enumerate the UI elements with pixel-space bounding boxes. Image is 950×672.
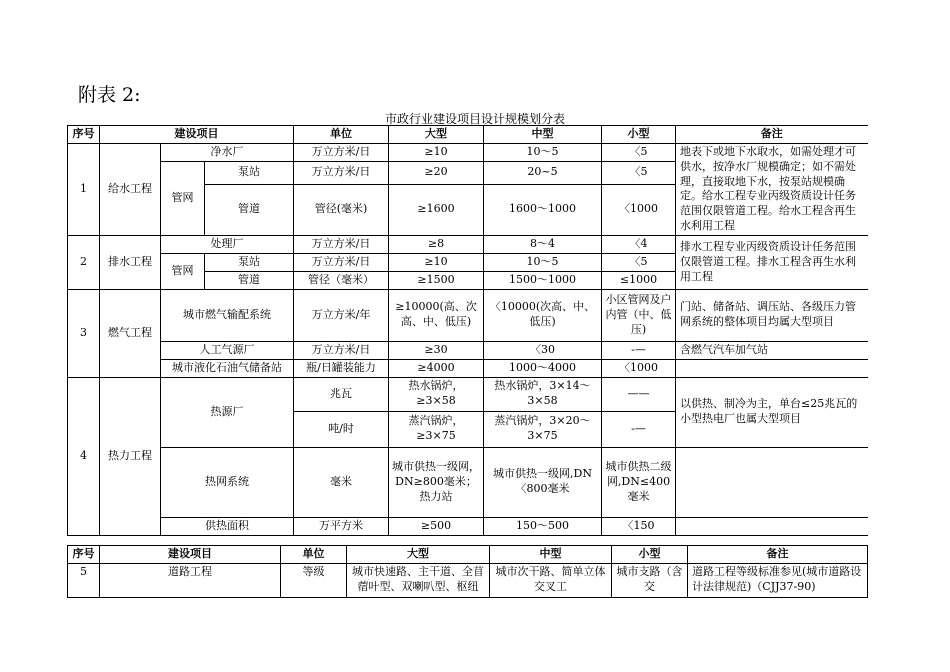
header-no: 序号	[68, 546, 100, 564]
sub-item: 管道	[205, 271, 294, 289]
large-cell: ≥1500	[389, 271, 484, 289]
header-note: 备注	[688, 546, 868, 564]
medium-cell: 8～4	[484, 235, 602, 253]
medium-cell: 热水锅炉，3×14～3×58	[484, 377, 602, 411]
medium-cell: 20~5	[484, 161, 602, 184]
unit-cell: 等级	[281, 563, 347, 597]
sub-item: 净水厂	[161, 143, 294, 161]
sub-item: 供热面积	[161, 517, 294, 535]
unit-cell: 吨/时	[294, 411, 389, 447]
note-cell: 门站、储备站、调压站、各级压力管网系统的整体项目均属大型项目	[676, 289, 868, 341]
note-cell: 地表下或地下水取水，如需处理才可供水，按净水厂规模确定；如不需处理，直接取地下水，按泵站规模确定。给水工程专业丙级资质设计任务范围仅限管道工程。给水工程含再生水利用工程	[676, 143, 868, 235]
sub-item: 管道	[205, 184, 294, 235]
table-row	[68, 517, 868, 535]
medium-cell: 150～500	[484, 517, 602, 535]
small-cell: 小区管网及户内管（中、低压)	[602, 289, 676, 341]
unit-cell: 万立方米/日	[294, 235, 389, 253]
unit-cell: 万立方米/日	[294, 341, 389, 359]
large-cell: ≥8	[389, 235, 484, 253]
large-cell: 城市快速路、主干道、全苜蓿叶型、双喇叭型、枢纽	[347, 563, 490, 597]
unit-cell: 万立方米/年	[294, 289, 389, 341]
small-cell: 〈1000	[602, 184, 676, 235]
pipe-net-label: 管网	[161, 161, 205, 235]
unit-cell: 万立方米/日	[294, 253, 389, 271]
small-cell: 〈5	[602, 161, 676, 184]
row-no: 5	[68, 563, 100, 597]
large-cell: ≥4000	[389, 359, 484, 377]
project-name: 排水工程	[100, 235, 161, 289]
appendix-label: 附表 2:	[78, 84, 141, 106]
header-large: 大型	[347, 546, 490, 564]
medium-cell: 城市供热一级网,DN〈800毫米	[484, 447, 602, 517]
header-unit: 单位	[294, 126, 389, 144]
medium-cell: 〈10000(次高、中、低压)	[484, 289, 602, 341]
small-cell: 〈4	[602, 235, 676, 253]
small-cell: 城市供热二级网,DN≤400毫米	[602, 447, 676, 517]
medium-cell: 蒸汽锅炉，3×20～3×75	[484, 411, 602, 447]
unit-cell: 万立方米/日	[294, 161, 389, 184]
header-small: 小型	[612, 546, 688, 564]
small-cell: ≤1000	[602, 271, 676, 289]
sub-item: 城市液化石油气储备站	[161, 359, 294, 377]
unit-cell: 管径(毫米)	[294, 184, 389, 235]
large-cell: ≥10	[389, 143, 484, 161]
large-cell: ≥30	[389, 341, 484, 359]
header-small: 小型	[602, 126, 676, 144]
large-cell: 热水锅炉，≥3×58	[389, 377, 484, 411]
header-row	[68, 546, 868, 564]
header-medium: 中型	[484, 126, 602, 144]
scale-table-continued	[67, 545, 868, 598]
large-cell: ≥500	[389, 517, 484, 535]
sub-item: 处理厂	[161, 235, 294, 253]
project-name: 热力工程	[100, 377, 161, 535]
large-cell: ≥1600	[389, 184, 484, 235]
note-cell: 道路工程等级标准参见(城市道路设计法律规范)（CJJ37-90)	[688, 563, 868, 597]
small-cell: ——	[602, 377, 676, 411]
project-name: 燃气工程	[100, 289, 161, 377]
scale-table-main	[67, 125, 868, 536]
large-cell: ≥20	[389, 161, 484, 184]
medium-cell: 城市次干路、简单立体交叉工	[490, 563, 612, 597]
row-no: 1	[68, 143, 100, 235]
unit-cell: 管径（毫米）	[294, 271, 389, 289]
small-cell: -—	[602, 341, 676, 359]
small-cell: 〈5	[602, 143, 676, 161]
row-no: 3	[68, 289, 100, 377]
header-no: 序号	[68, 126, 100, 144]
large-cell: ≥10	[389, 253, 484, 271]
row-no: 4	[68, 377, 100, 535]
medium-cell: 1000～4000	[484, 359, 602, 377]
note-cell	[676, 517, 868, 535]
sub-item: 热源厂	[161, 377, 294, 447]
table-row	[68, 359, 868, 377]
table-row	[68, 377, 868, 411]
unit-cell: 毫米	[294, 447, 389, 517]
table-row	[68, 143, 868, 161]
header-large: 大型	[389, 126, 484, 144]
unit-cell: 瓶/日罐装能力	[294, 359, 389, 377]
unit-cell: 万立方米/日	[294, 143, 389, 161]
sub-item: 城市燃气输配系统	[161, 289, 294, 341]
unit-cell: 万平方米	[294, 517, 389, 535]
medium-cell: 10～5	[484, 253, 602, 271]
project-name: 给水工程	[100, 143, 161, 235]
table-row	[68, 341, 868, 359]
medium-cell: 〈30	[484, 341, 602, 359]
table-caption: 市政行业建设项目设计规模划分表	[384, 112, 565, 126]
note-cell: 以供热、制冷为主，单台≤25兆瓦的小型热电厂也属大型项目	[676, 377, 868, 447]
table-row	[68, 447, 868, 517]
small-cell: 城市支路（含交	[612, 563, 688, 597]
header-medium: 中型	[490, 546, 612, 564]
table-row	[68, 235, 868, 253]
pipe-net-label: 管网	[161, 253, 205, 289]
small-cell: 〈1000	[602, 359, 676, 377]
note-cell	[676, 359, 868, 377]
header-item: 建设项目	[100, 126, 294, 144]
table-row	[68, 563, 868, 597]
large-cell: 蒸汽锅炉，≥3×75	[389, 411, 484, 447]
note-cell: 排水工程专业丙级资质设计任务范围仅限管道工程。排水工程含再生水利用工程	[676, 235, 868, 289]
note-cell: 含燃气汽车加气站	[676, 341, 868, 359]
sub-item: 泵站	[205, 161, 294, 184]
unit-cell: 兆瓦	[294, 377, 389, 411]
medium-cell: 1600～1000	[484, 184, 602, 235]
large-cell: ≥10000(高、次高、中、低压)	[389, 289, 484, 341]
header-item: 建设项目	[100, 546, 281, 564]
sub-item: 泵站	[205, 253, 294, 271]
small-cell: 〈150	[602, 517, 676, 535]
large-cell: 城市供热一级网，DN≥800毫米；热力站	[389, 447, 484, 517]
sub-item: 人工气源厂	[161, 341, 294, 359]
project-name: 道路工程	[100, 563, 281, 597]
sub-item: 热网系统	[161, 447, 294, 517]
row-no: 2	[68, 235, 100, 289]
header-unit: 单位	[281, 546, 347, 564]
header-row	[68, 126, 868, 144]
small-cell: -—	[602, 411, 676, 447]
medium-cell: 10～5	[484, 143, 602, 161]
small-cell: 〈5	[602, 253, 676, 271]
note-cell	[676, 447, 868, 517]
header-note: 备注	[676, 126, 868, 144]
medium-cell: 1500～1000	[484, 271, 602, 289]
table-row	[68, 289, 868, 341]
